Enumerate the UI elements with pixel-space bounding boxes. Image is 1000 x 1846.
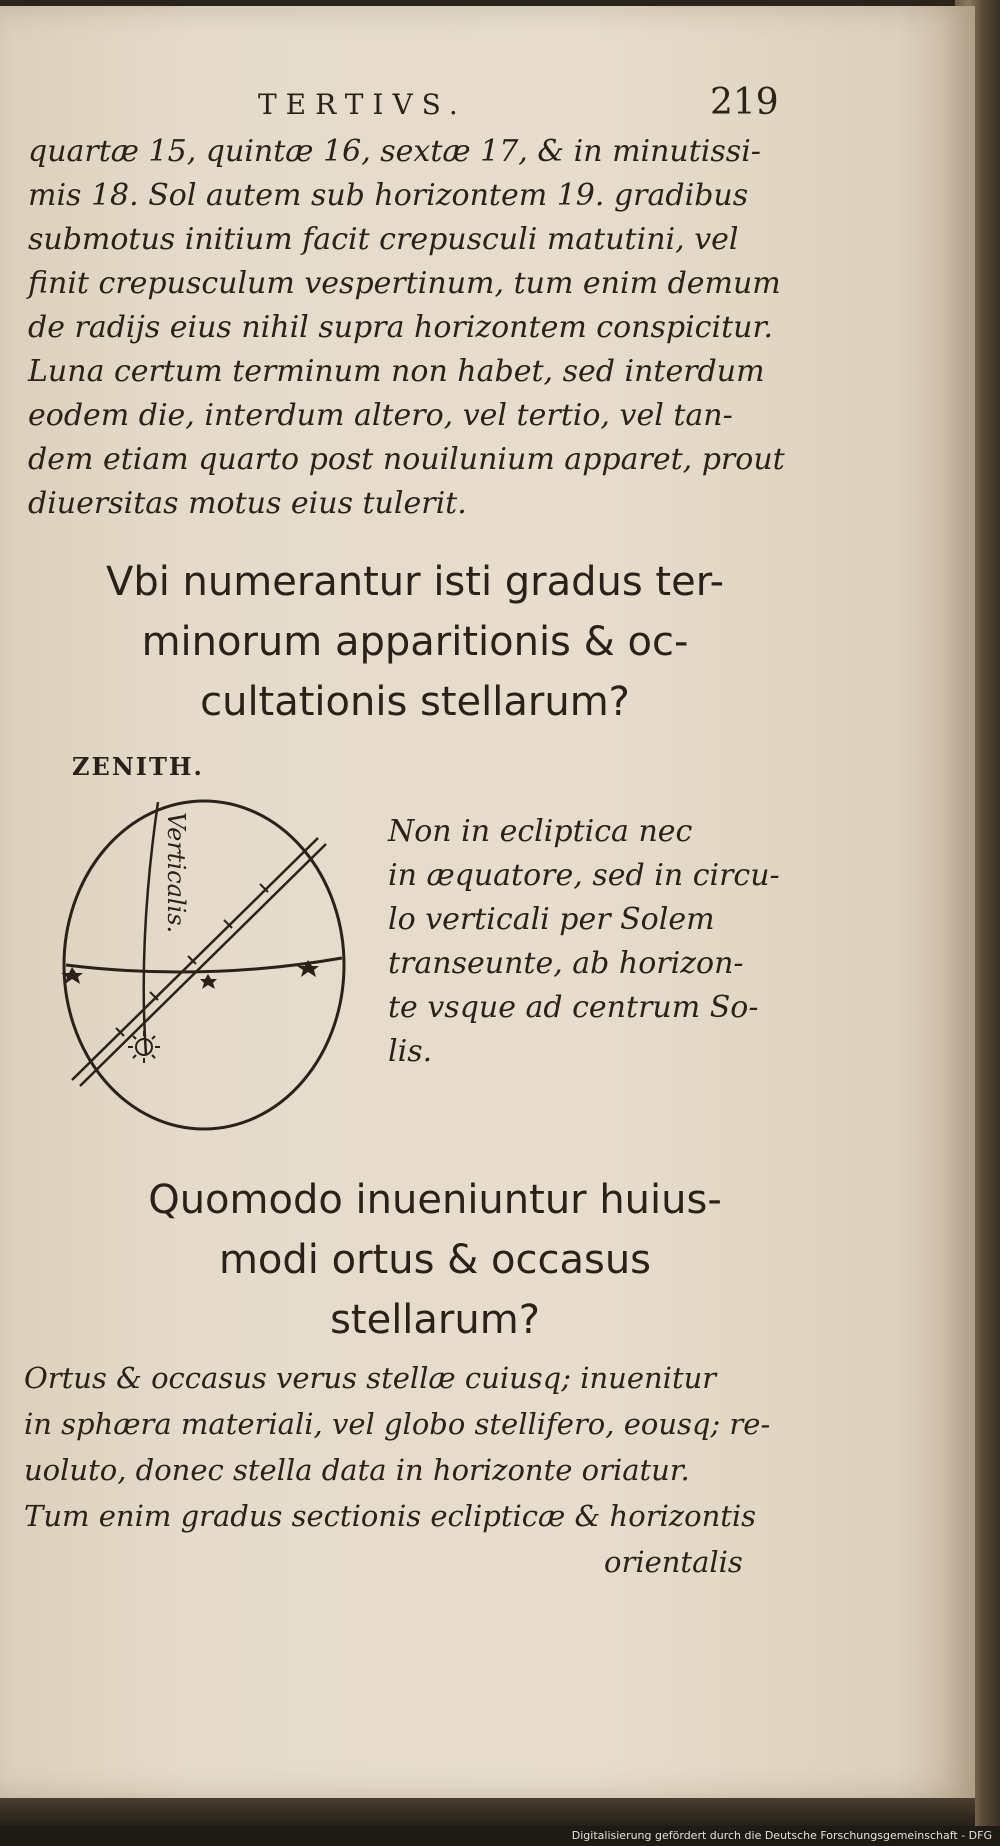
text-line: lis. — [388, 1034, 433, 1069]
text-line: diuersitas motus eius tulerit. — [28, 486, 467, 521]
text-line: quartæ 15, quintæ 16, sextæ 17, & in minutissi- — [28, 134, 761, 169]
text-line: in sphæra materiali, vel globo stellifero, eousq; re- — [24, 1407, 771, 1441]
text-line: in æquatore, sed in circu- — [388, 858, 780, 893]
heading-line: modi ortus & occasus — [218, 1237, 652, 1283]
answer-1 — [388, 810, 780, 1074]
text-line: submotus initium facit crepusculi matutini, vel — [28, 222, 739, 257]
text-line: transeunte, ab horizon- — [388, 946, 744, 981]
text-line: te vsque ad centrum So- — [388, 990, 759, 1025]
page-number: 219 — [710, 82, 779, 123]
text-line: lo verticali per Solem — [388, 902, 715, 937]
heading-line: Quomodo inueniuntur huius- — [148, 1177, 722, 1223]
paragraph-1 — [28, 130, 785, 526]
text-line: Luna certum terminum non habet, sed interdum — [28, 354, 765, 389]
vertical-circle-label: Verticalis. — [162, 812, 190, 934]
text-line: dem etiam quarto post nouilunium apparet, prout — [28, 442, 785, 477]
running-title: TERTIVS. — [258, 88, 467, 121]
text-line: finit crepusculum vespertinum, tum enim demum — [28, 266, 781, 301]
text-line: eodem die, interdum altero, vel tertio, vel tan- — [28, 398, 733, 433]
question-heading-1 — [0, 552, 830, 732]
text-line: Non in ecliptica nec — [388, 814, 693, 849]
text-line: Ortus & occasus verus stellæ cuiusq; inuenitur — [24, 1361, 717, 1395]
digitization-credit: Digitalisierung gefördert durch die Deutsche Forschungsgemeinschaft - DFG — [571, 1829, 992, 1842]
heading-line: minorum apparitionis & oc- — [141, 619, 689, 665]
heading-line: cultationis stellarum? — [200, 679, 630, 725]
text-line: Tum enim gradus sectionis eclipticæ & horizontis — [24, 1499, 757, 1533]
zenith-label: ZENITH. — [72, 752, 204, 781]
ecliptic-line-a — [72, 838, 318, 1080]
question-heading-2 — [20, 1170, 850, 1350]
page-header — [0, 82, 960, 132]
text-line: de radijs eius nihil supra horizontem conspicitur. — [28, 310, 774, 345]
page-bottom-shadow — [0, 1798, 975, 1826]
text-line: mis 18. Sol autem sub horizontem 19. gradibus — [28, 178, 749, 213]
heading-line: stellarum? — [330, 1297, 540, 1343]
paragraph-2 — [24, 1355, 770, 1585]
sphere-diagram — [30, 760, 380, 1150]
text-line: uoluto, donec stella data in horizonte oriatur. — [24, 1453, 690, 1487]
catchword: orientalis — [604, 1545, 743, 1579]
celestial-sphere-figure — [30, 760, 380, 1150]
heading-line: Vbi numerantur isti gradus ter- — [105, 559, 725, 605]
